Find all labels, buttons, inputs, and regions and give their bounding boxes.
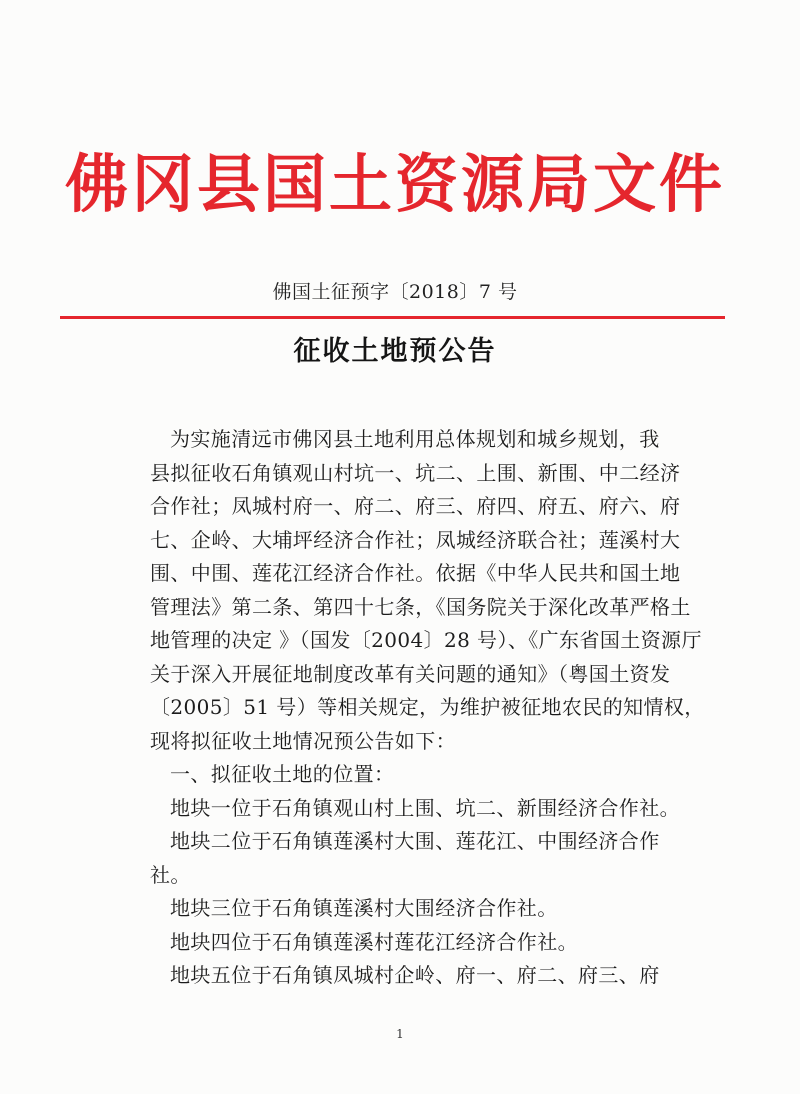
parcel-5-line: 地块五位于石角镇凤城村企岭、府一、府二、府三、府	[170, 963, 660, 987]
intro-line: 现将拟征收土地情况预公告如下：	[150, 728, 456, 753]
intro-line: 七、企岭、大埔坪经济合作社；凤城经济联合社；莲溪村大	[150, 527, 681, 552]
section-heading: 一、拟征收土地的位置：	[170, 762, 395, 786]
notice-body	[150, 423, 705, 993]
parcel-3-line: 地块三位于石角镇莲溪村大围经济合作社。	[170, 896, 558, 920]
intro-line: 〔2005〕51 号）等相关规定，为维护被征地农民的知情权，	[150, 695, 705, 719]
intro-line: 地管理的决定 》（国发〔2004〕28 号）、《广东省国土资源厅	[150, 628, 702, 652]
parcel-4-line: 地块四位于石角镇莲溪村莲花江经济合作社。	[170, 929, 578, 954]
parcel-2-line-continued: 社。	[150, 862, 191, 887]
red-separator-line	[60, 316, 725, 319]
intro-line: 管理法》第二条、第四十七条，《国务院关于深化改革严格土	[150, 594, 691, 619]
issuing-authority-title: 佛冈县国土资源局文件	[65, 147, 725, 221]
parcel-2-line: 地块二位于石角镇莲溪村大围、莲花江、中围经济合作	[170, 829, 660, 853]
notice-title: 征收土地预公告	[293, 336, 497, 367]
intro-line: 围、中围、莲花江经济合作社。依据《中华人民共和国土地	[150, 561, 681, 585]
parcel-1-line: 地块一位于石角镇观山村上围、坑二、新围经济合作社。	[170, 795, 680, 820]
intro-line: 合作社；凤城村府一、府二、府三、府四、府五、府六、府	[150, 494, 681, 518]
page-number: 1	[396, 1027, 404, 1041]
document-number: 佛国土征预字〔2018〕7 号	[272, 281, 518, 303]
intro-line: 为实施清远市佛冈县土地利用总体规划和城乡规划，我	[170, 427, 660, 451]
intro-line: 县拟征收石角镇观山村坑一、坑二、上围、新围、中二经济	[150, 460, 681, 485]
intro-line: 关于深入开展征地制度改革有关问题的通知》（粤国土资发	[150, 661, 671, 686]
